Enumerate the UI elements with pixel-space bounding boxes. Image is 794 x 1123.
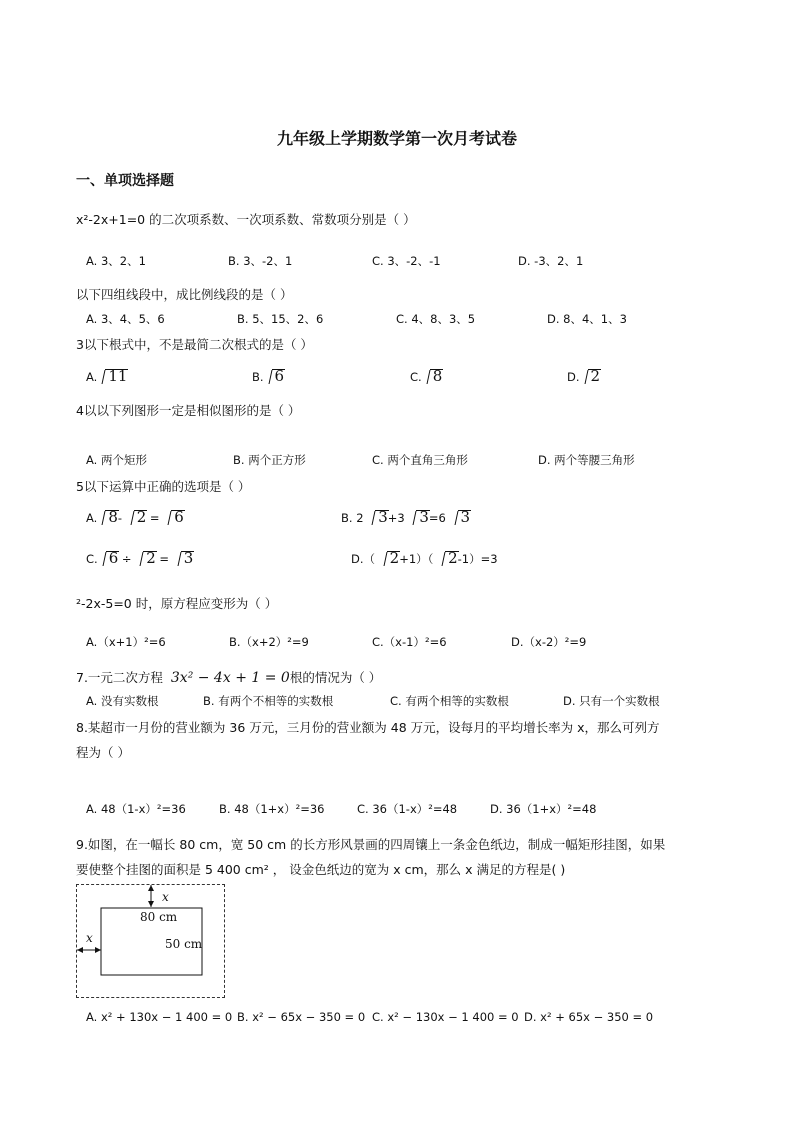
sqrt-symbol: 3 xyxy=(174,549,194,567)
question-9-line-1: 9.如图，在一幅长 80 cm，宽 50 cm 的长方形风景画的四周镶上一条金色纸边，制成一幅矩形挂图，如果 xyxy=(76,837,666,852)
question-4: 4以以下列图形一定是相似图形的是（ ） xyxy=(76,403,301,418)
question-7: 7.一元二次方程 3x² − 4x + 1 = 0根的情况为（ ） xyxy=(76,670,382,686)
q9-option-c: C. x² − 130x − 1 400 = 0 xyxy=(372,1010,519,1024)
q6-option-a: A.（x+1）²=6 xyxy=(86,635,166,649)
question-8-line-2: 程为（ ） xyxy=(76,745,130,760)
q8-option-b: B. 48（1+x）²=36 xyxy=(219,802,325,816)
q7-option-d: D. 只有一个实数根 xyxy=(563,694,660,708)
q3-option-d: D. 2 xyxy=(567,367,601,385)
q4-option-c: C. 两个直角三角形 xyxy=(372,453,468,467)
arrowhead-right xyxy=(95,947,101,953)
q8-option-c: C. 36（1-x）²=48 xyxy=(357,802,458,816)
sqrt-symbol: 3 xyxy=(368,508,388,526)
q2-option-b: B. 5、15、2、6 xyxy=(237,312,324,326)
q9-option-a: A. x² + 130x − 1 400 = 0 xyxy=(86,1010,233,1024)
q7-option-b: B. 有两个不相等的实数根 xyxy=(203,694,334,708)
q7-option-c: C. 有两个相等的实数根 xyxy=(390,694,509,708)
fig-label-x-left: x xyxy=(86,931,93,945)
page-title: 九年级上学期数学第一次月考试卷 xyxy=(276,129,517,148)
sqrt-symbol: 6 xyxy=(265,367,285,385)
sqrt-symbol: 3 xyxy=(451,508,471,526)
sqrt-symbol: 2 xyxy=(380,549,400,567)
question-3: 3以下根式中，不是最简二次根式的是（ ） xyxy=(76,337,313,352)
sqrt-symbol: 8 xyxy=(98,508,118,526)
q1-option-c: C. 3、-2、-1 xyxy=(372,254,441,268)
q8-option-a: A. 48（1-x）²=36 xyxy=(86,802,186,816)
fig-label-x-top: x xyxy=(162,890,169,904)
q7-equation: 3x² − 4x + 1 = 0 xyxy=(170,670,290,686)
sqrt-symbol: 6 xyxy=(99,549,119,567)
q3-option-b: B. 6 xyxy=(252,367,285,385)
sqrt-symbol: 2 xyxy=(438,549,458,567)
q5-option-d: D.（ 2+1）（ 2-1）=3 xyxy=(351,549,498,567)
q6-option-c: C.（x-1）²=6 xyxy=(372,635,447,649)
sqrt-symbol: 2 xyxy=(581,367,601,385)
arrowhead-up xyxy=(148,885,154,891)
arrowhead-down xyxy=(148,901,154,907)
q1-option-a: A. 3、2、1 xyxy=(86,254,146,268)
q9-option-b: B. x² − 65x − 350 = 0 xyxy=(237,1010,366,1024)
q2-option-c: C. 4、8、3、5 xyxy=(396,312,476,326)
frame-diagram xyxy=(76,884,225,998)
q4-option-b: B. 两个正方形 xyxy=(233,453,306,467)
q5-option-c: C. 6 ÷ 2 = 3 xyxy=(86,549,194,567)
question-8-line-1: 8.某超市一月份的营业额为 36 万元，三月份的营业额为 48 万元，设每月的平均增长率为 x，那么可列方 xyxy=(76,720,660,735)
question-2: 以下四组线段中，成比例线段的是（ ） xyxy=(76,287,293,302)
q9-option-d: D. x² + 65x − 350 = 0 xyxy=(524,1010,654,1024)
q1-option-b: B. 3、-2、1 xyxy=(228,254,293,268)
question-9-line-2: 要使整个挂图的面积是 5 400 cm² ， 设金色纸边的宽为 x cm，那么 x 满足的方程是( ) xyxy=(76,862,566,877)
q6-option-d: D.（x-2）²=9 xyxy=(511,635,587,649)
q6-option-b: B.（x+2）²=9 xyxy=(229,635,309,649)
q1-option-d: D. -3、2、1 xyxy=(518,254,584,268)
q3-option-a: A. 11 xyxy=(86,367,128,385)
q5-option-a: A. 8- 2 = 6 xyxy=(86,508,184,526)
sqrt-symbol: 2 xyxy=(127,508,147,526)
fig-label-length: 80 cm xyxy=(140,910,178,924)
sqrt-symbol: 2 xyxy=(136,549,156,567)
sqrt-symbol: 11 xyxy=(98,367,127,385)
q4-option-d: D. 两个等腰三角形 xyxy=(538,453,635,467)
arrowhead-left xyxy=(77,947,83,953)
q7-option-a: A. 没有实数根 xyxy=(86,694,159,708)
question-5: 5以下运算中正确的选项是（ ） xyxy=(76,479,251,494)
question-6: ²-2x-5=0 时，原方程应变形为（ ） xyxy=(76,596,278,611)
sqrt-symbol: 3 xyxy=(409,508,429,526)
q5-option-b: B. 2 3+3 3=6 3 xyxy=(341,508,471,526)
section-heading: 一、单项选择题 xyxy=(76,173,174,189)
sqrt-symbol: 6 xyxy=(164,508,184,526)
q2-option-d: D. 8、4、1、3 xyxy=(547,312,627,326)
q3-option-c: C. 8 xyxy=(410,367,443,385)
question-1: x²-2x+1=0 的二次项系数、一次项系数、常数项分别是（ ） xyxy=(76,212,416,227)
q2-option-a: A. 3、4、5、6 xyxy=(86,312,165,326)
q8-option-d: D. 36（1+x）²=48 xyxy=(490,802,597,816)
fig-label-width: 50 cm xyxy=(165,937,203,951)
sqrt-symbol: 8 xyxy=(423,367,443,385)
q4-option-a: A. 两个矩形 xyxy=(86,453,147,467)
